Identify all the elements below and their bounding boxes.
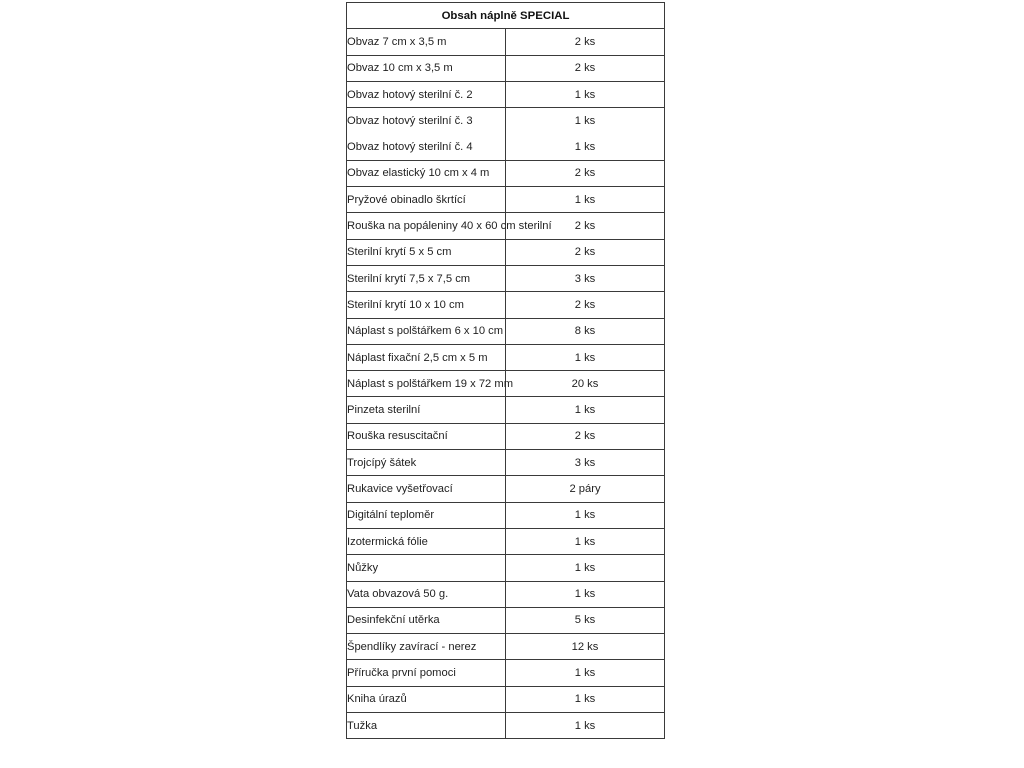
contents-table [346,2,665,739]
table-row [347,81,665,107]
item-quantity-cell: 1 ks [506,528,665,554]
item-quantity-cell: 2 ks [506,213,665,239]
item-name-cell: Náplast s polštářkem 6 x 10 cm [347,318,506,344]
item-name-cell: Rouška na popáleniny 40 x 60 cm sterilní [347,213,506,239]
item-quantity-cell: 1 ks [506,581,665,607]
table-row [347,502,665,528]
item-quantity-cell: 2 ks [506,55,665,81]
table-row [347,344,665,370]
item-quantity-cell: 1 ks [506,397,665,423]
item-name-cell: Sterilní krytí 5 x 5 cm [347,239,506,265]
item-name-cell: Desinfekční utěrka [347,607,506,633]
item-quantity-cell: 1 ks [506,555,665,581]
item-name-cell: Špendlíky zavírací - nerez [347,634,506,660]
item-quantity-cell: 1 ks [506,81,665,107]
item-name-cell: Kniha úrazů [347,686,506,712]
table-body [347,29,665,739]
table-header-row [347,3,665,29]
item-name-cell: Pryžové obinadlo škrtící [347,187,506,213]
item-quantity-cell: 2 páry [506,476,665,502]
item-name-cell: Pinzeta sterilní [347,397,506,423]
item-quantity-cell: 20 ks [506,371,665,397]
item-name-cell: Obvaz hotový sterilní č. 3 [347,108,506,134]
item-name-cell: Obvaz hotový sterilní č. 2 [347,81,506,107]
item-quantity-cell: 12 ks [506,634,665,660]
table-row [347,213,665,239]
table-row [347,634,665,660]
item-name-cell: Digitální teploměr [347,502,506,528]
item-quantity-cell: 2 ks [506,292,665,318]
item-name-cell: Náplast fixační 2,5 cm x 5 m [347,344,506,370]
item-name-cell: Trojcípý šátek [347,450,506,476]
item-name-cell: Rukavice vyšetřovací [347,476,506,502]
item-quantity-cell: 2 ks [506,29,665,55]
item-name-cell: Náplast s polštářkem 19 x 72 mm [347,371,506,397]
table-row [347,607,665,633]
item-name-cell: Obvaz elastický 10 cm x 4 m [347,160,506,186]
item-quantity-cell: 2 ks [506,423,665,449]
item-name-cell: Tužka [347,713,506,739]
item-quantity-cell: 1 ks [506,660,665,686]
item-name-cell: Vata obvazová 50 g. [347,581,506,607]
table-row [347,160,665,186]
table-row [347,318,665,344]
item-quantity-cell: 1 ks [506,187,665,213]
item-name-cell: Obvaz 7 cm x 3,5 m [347,29,506,55]
table-row [347,555,665,581]
item-quantity-cell: 2 ks [506,239,665,265]
item-name-cell: Sterilní krytí 7,5 x 7,5 cm [347,265,506,291]
item-name-cell: Příručka první pomoci [347,660,506,686]
item-quantity-cell: 1 ks [506,108,665,134]
item-quantity-cell: 1 ks [506,686,665,712]
item-name-cell: Nůžky [347,555,506,581]
item-quantity-cell: 5 ks [506,607,665,633]
item-quantity-cell: 1 ks [506,134,665,160]
table-row [347,423,665,449]
item-name-cell: Izotermická fólie [347,528,506,554]
table-title: Obsah náplně SPECIAL [347,3,665,29]
item-quantity-cell: 1 ks [506,502,665,528]
item-name-cell: Obvaz hotový sterilní č. 4 [347,134,506,160]
item-quantity-cell: 8 ks [506,318,665,344]
table-row [347,55,665,81]
item-quantity-cell: 1 ks [506,713,665,739]
table-row [347,265,665,291]
item-name-cell: Sterilní krytí 10 x 10 cm [347,292,506,318]
table-row [347,660,665,686]
table-row [347,581,665,607]
table-row [347,371,665,397]
table-row [347,450,665,476]
table-row [347,292,665,318]
item-quantity-cell: 3 ks [506,265,665,291]
table-row [347,108,665,134]
table-row [347,134,665,160]
table-row [347,476,665,502]
item-name-cell: Rouška resuscitační [347,423,506,449]
item-quantity-cell: 2 ks [506,160,665,186]
item-quantity-cell: 1 ks [506,344,665,370]
table-row [347,187,665,213]
table-row [347,397,665,423]
item-name-cell: Obvaz 10 cm x 3,5 m [347,55,506,81]
table-row [347,713,665,739]
table-row [347,29,665,55]
table-row [347,239,665,265]
table-row [347,528,665,554]
item-quantity-cell: 3 ks [506,450,665,476]
table-row [347,686,665,712]
